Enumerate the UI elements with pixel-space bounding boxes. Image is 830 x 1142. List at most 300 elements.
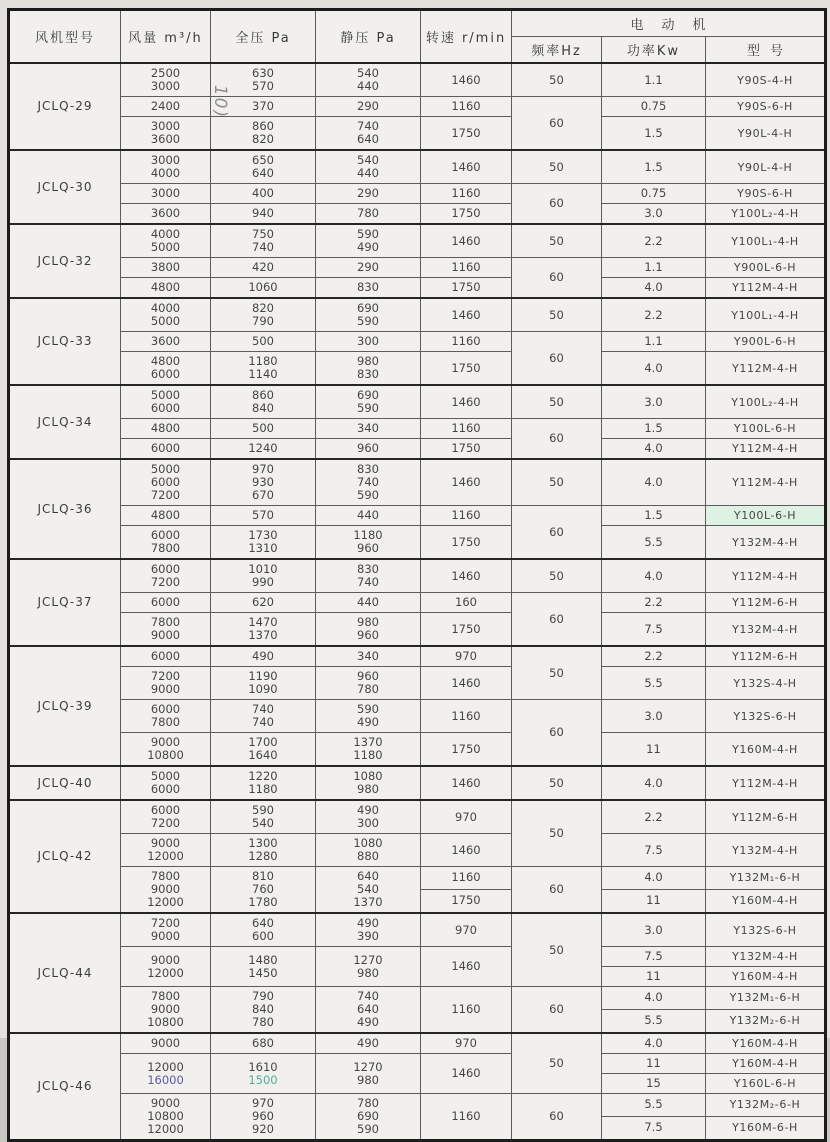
static-pressure-cell bbox=[316, 117, 421, 151]
speed-cell: 1160 bbox=[421, 184, 512, 204]
static-pressure-cell-value: 1080 bbox=[353, 769, 383, 783]
air-flow-cell bbox=[121, 278, 211, 299]
table-row bbox=[9, 298, 826, 332]
static-pressure-cell-value: 440 bbox=[357, 508, 379, 522]
table-row bbox=[9, 385, 826, 419]
speed-cell: 1750 bbox=[421, 889, 512, 913]
speed-cell: 1160 bbox=[421, 867, 512, 890]
total-pressure-cell-value: 1180 bbox=[248, 782, 278, 796]
power-cell: 1.5 bbox=[602, 506, 706, 526]
table-row bbox=[9, 97, 826, 117]
header-power: 功率Kw bbox=[602, 37, 706, 64]
motor-model-cell: Y90L-4-H bbox=[706, 150, 826, 184]
total-pressure-cell-value: 760 bbox=[252, 882, 274, 896]
motor-model-cell: Y160M-4-H bbox=[706, 889, 826, 913]
total-pressure-cell-value: 1470 bbox=[248, 615, 278, 629]
total-pressure-cell bbox=[211, 593, 316, 613]
total-pressure-cell-value: 1240 bbox=[248, 441, 278, 455]
power-cell: 4.0 bbox=[602, 459, 706, 506]
speed-cell: 1160 bbox=[421, 97, 512, 117]
motor-model-cell: Y100L₂-4-H bbox=[706, 204, 826, 225]
header-speed: 转速 r/min bbox=[421, 10, 512, 64]
static-pressure-cell-value: 980 bbox=[357, 782, 379, 796]
total-pressure-cell-value: 570 bbox=[252, 508, 274, 522]
air-flow-cell-value: 12000 bbox=[147, 1122, 184, 1136]
air-flow-cell-value: 5000 bbox=[150, 462, 181, 476]
static-pressure-cell bbox=[316, 834, 421, 867]
total-pressure-cell bbox=[211, 385, 316, 419]
total-pressure-cell-value: 540 bbox=[252, 816, 274, 830]
static-pressure-cell-value: 640 bbox=[357, 869, 379, 883]
air-flow-cell-value: 12000 bbox=[147, 895, 184, 909]
air-flow-cell bbox=[121, 800, 211, 834]
total-pressure-cell-value: 960 bbox=[252, 1109, 274, 1123]
speed-cell: 160 bbox=[421, 593, 512, 613]
fan-model-cell: JCLQ-40 bbox=[9, 766, 121, 800]
motor-model-cell: Y100L₂-4-H bbox=[706, 385, 826, 419]
table-row bbox=[9, 459, 826, 506]
air-flow-cell-value: 4000 bbox=[150, 227, 181, 241]
air-flow-cell bbox=[121, 184, 211, 204]
motor-model-cell: Y112M-4-H bbox=[706, 766, 826, 800]
frequency-cell: 50 bbox=[512, 385, 602, 419]
air-flow-cell bbox=[121, 766, 211, 800]
speed-cell: 1460 bbox=[421, 947, 512, 987]
table-row bbox=[9, 667, 826, 700]
air-flow-cell-value: 3000 bbox=[150, 119, 181, 133]
air-flow-cell bbox=[121, 224, 211, 258]
header-air-flow: 风量 m³/h bbox=[121, 10, 211, 64]
static-pressure-cell bbox=[316, 867, 421, 914]
air-flow-cell bbox=[121, 385, 211, 419]
power-cell: 4.0 bbox=[602, 439, 706, 460]
power-cell: 4.0 bbox=[602, 766, 706, 800]
frequency-cell: 60 bbox=[512, 506, 602, 560]
frequency-cell: 50 bbox=[512, 224, 602, 258]
air-flow-cell-value: 9000 bbox=[150, 882, 181, 896]
air-flow-cell-value: 16000 bbox=[147, 1072, 184, 1087]
speed-cell: 1160 bbox=[421, 987, 512, 1034]
static-pressure-cell-value: 740 bbox=[357, 989, 379, 1003]
air-flow-cell bbox=[121, 1054, 211, 1094]
static-pressure-cell bbox=[316, 506, 421, 526]
static-pressure-cell-value: 690 bbox=[357, 388, 379, 402]
speed-cell: 1750 bbox=[421, 278, 512, 299]
power-cell: 1.1 bbox=[602, 63, 706, 97]
air-flow-cell bbox=[121, 419, 211, 439]
air-flow-cell-value: 7200 bbox=[150, 488, 181, 502]
static-pressure-cell-value: 1080 bbox=[353, 836, 383, 850]
power-cell: 4.0 bbox=[602, 278, 706, 299]
fan-model-cell: JCLQ-32 bbox=[9, 224, 121, 298]
static-pressure-cell-value: 490 bbox=[357, 803, 379, 817]
frequency-cell: 60 bbox=[512, 593, 602, 647]
total-pressure-cell bbox=[211, 834, 316, 867]
static-pressure-cell-value: 540 bbox=[357, 66, 379, 80]
total-pressure-cell-value: 920 bbox=[252, 1122, 274, 1136]
air-flow-cell-value: 6000 bbox=[150, 803, 181, 817]
static-pressure-cell-value: 830 bbox=[357, 562, 379, 576]
air-flow-cell-value: 12000 bbox=[147, 1059, 184, 1074]
total-pressure-cell-value: 490 bbox=[252, 649, 274, 663]
speed-cell: 1460 bbox=[421, 834, 512, 867]
static-pressure-cell bbox=[316, 1094, 421, 1141]
header-motor: 电动机 bbox=[512, 10, 826, 37]
air-flow-cell-value: 7800 bbox=[150, 869, 181, 883]
static-pressure-cell-value: 590 bbox=[357, 227, 379, 241]
static-pressure-cell-value: 960 bbox=[357, 541, 379, 555]
total-pressure-cell-value: 820 bbox=[252, 301, 274, 315]
air-flow-cell-value: 3800 bbox=[150, 260, 181, 274]
total-pressure-cell bbox=[211, 1054, 316, 1094]
total-pressure-cell bbox=[211, 278, 316, 299]
motor-model-cell: Y100L₁-4-H bbox=[706, 224, 826, 258]
motor-model-cell: Y900L-6-H bbox=[706, 332, 826, 352]
air-flow-cell-value: 2500 bbox=[150, 66, 181, 80]
fan-model-cell: JCLQ-42 bbox=[9, 800, 121, 913]
total-pressure-cell-value: 1140 bbox=[248, 367, 278, 381]
motor-model-cell: Y160M-6-H bbox=[706, 1116, 826, 1140]
frequency-cell: 50 bbox=[512, 646, 602, 700]
speed-cell: 970 bbox=[421, 800, 512, 834]
air-flow-cell bbox=[121, 700, 211, 733]
static-pressure-cell bbox=[316, 278, 421, 299]
total-pressure-cell-value: 780 bbox=[252, 1015, 274, 1029]
table-row bbox=[9, 419, 826, 439]
total-pressure-cell-value: 500 bbox=[252, 421, 274, 435]
motor-model-cell: Y900L-6-H bbox=[706, 258, 826, 278]
speed-cell: 1750 bbox=[421, 204, 512, 225]
power-cell: 4.0 bbox=[602, 1033, 706, 1054]
total-pressure-cell-value: 1730 bbox=[248, 528, 278, 542]
table-row bbox=[9, 439, 826, 460]
speed-cell: 1460 bbox=[421, 298, 512, 332]
table-row bbox=[9, 913, 826, 947]
air-flow-cell-value: 9000 bbox=[150, 682, 181, 696]
power-cell: 0.75 bbox=[602, 97, 706, 117]
static-pressure-cell-value: 780 bbox=[357, 206, 379, 220]
speed-cell: 1160 bbox=[421, 419, 512, 439]
air-flow-cell-value: 10800 bbox=[147, 748, 184, 762]
air-flow-cell-value: 6000 bbox=[150, 475, 181, 489]
total-pressure-cell-value: 500 bbox=[252, 334, 274, 348]
total-pressure-cell-value: 970 bbox=[252, 1096, 274, 1110]
total-pressure-cell-value: 940 bbox=[252, 206, 274, 220]
static-pressure-cell-value: 590 bbox=[357, 401, 379, 415]
fan-model-cell: JCLQ-46 bbox=[9, 1033, 121, 1141]
frequency-cell: 50 bbox=[512, 559, 602, 593]
motor-model-cell: Y160M-4-H bbox=[706, 1033, 826, 1054]
static-pressure-cell bbox=[316, 987, 421, 1034]
air-flow-cell bbox=[121, 97, 211, 117]
air-flow-cell bbox=[121, 834, 211, 867]
total-pressure-cell-value: 930 bbox=[252, 475, 274, 489]
static-pressure-cell-value: 490 bbox=[357, 1036, 379, 1050]
power-cell: 3.0 bbox=[602, 700, 706, 733]
air-flow-cell bbox=[121, 913, 211, 947]
static-pressure-cell bbox=[316, 1054, 421, 1094]
static-pressure-cell bbox=[316, 1033, 421, 1054]
static-pressure-cell bbox=[316, 352, 421, 386]
air-flow-cell bbox=[121, 298, 211, 332]
air-flow-cell-value: 3000 bbox=[150, 79, 181, 93]
speed-cell: 1750 bbox=[421, 117, 512, 151]
table-body bbox=[9, 63, 826, 1141]
air-flow-cell-value: 10800 bbox=[147, 1109, 184, 1123]
table-row bbox=[9, 204, 826, 225]
total-pressure-cell-value: 860 bbox=[252, 388, 274, 402]
motor-model-cell: Y132S-6-H bbox=[706, 913, 826, 947]
frequency-cell: 60 bbox=[512, 987, 602, 1034]
table-row bbox=[9, 867, 826, 890]
static-pressure-cell bbox=[316, 913, 421, 947]
frequency-cell: 60 bbox=[512, 1094, 602, 1141]
frequency-cell: 50 bbox=[512, 459, 602, 506]
total-pressure-cell-value: 1310 bbox=[248, 541, 278, 555]
fan-spec-table bbox=[7, 8, 827, 1142]
air-flow-cell-value: 7200 bbox=[150, 669, 181, 683]
static-pressure-cell-value: 290 bbox=[357, 186, 379, 200]
frequency-cell: 50 bbox=[512, 63, 602, 97]
motor-model-cell: Y90S-6-H bbox=[706, 97, 826, 117]
total-pressure-cell bbox=[211, 733, 316, 767]
air-flow-cell bbox=[121, 63, 211, 97]
table-row bbox=[9, 224, 826, 258]
static-pressure-cell-value: 340 bbox=[357, 649, 379, 663]
static-pressure-cell-value: 690 bbox=[357, 301, 379, 315]
handwritten-mark: 10) bbox=[210, 84, 231, 120]
total-pressure-cell-value: 1610 bbox=[248, 1059, 278, 1074]
table-row bbox=[9, 834, 826, 867]
air-flow-cell-value: 6000 bbox=[150, 401, 181, 415]
speed-cell: 1460 bbox=[421, 150, 512, 184]
static-pressure-cell-value: 540 bbox=[357, 882, 379, 896]
static-pressure-cell-value: 980 bbox=[357, 1072, 379, 1087]
air-flow-cell-value: 2400 bbox=[150, 99, 181, 113]
total-pressure-cell-value: 1700 bbox=[248, 735, 278, 749]
power-cell: 7.5 bbox=[602, 834, 706, 867]
static-pressure-cell bbox=[316, 559, 421, 593]
frequency-cell: 50 bbox=[512, 800, 602, 867]
static-pressure-cell bbox=[316, 184, 421, 204]
motor-model-cell: Y160M-4-H bbox=[706, 733, 826, 767]
total-pressure-cell-value: 640 bbox=[252, 166, 274, 180]
total-pressure-cell-value: 1370 bbox=[248, 628, 278, 642]
static-pressure-cell bbox=[316, 419, 421, 439]
air-flow-cell-value: 7200 bbox=[150, 575, 181, 589]
table-row bbox=[9, 63, 826, 97]
air-flow-cell-value: 6000 bbox=[150, 702, 181, 716]
speed-cell: 1460 bbox=[421, 459, 512, 506]
frequency-cell: 60 bbox=[512, 332, 602, 386]
total-pressure-cell-value: 1180 bbox=[248, 354, 278, 368]
table-row bbox=[9, 987, 826, 1010]
static-pressure-cell bbox=[316, 613, 421, 647]
static-pressure-cell bbox=[316, 63, 421, 97]
speed-cell: 970 bbox=[421, 913, 512, 947]
total-pressure-cell-value: 680 bbox=[252, 1036, 274, 1050]
power-cell: 2.2 bbox=[602, 298, 706, 332]
motor-model-cell: Y132M₁-6-H bbox=[706, 987, 826, 1010]
air-flow-cell-value: 9000 bbox=[150, 1036, 181, 1050]
speed-cell: 1460 bbox=[421, 224, 512, 258]
air-flow-cell-value: 5000 bbox=[150, 388, 181, 402]
total-pressure-cell bbox=[211, 63, 316, 97]
static-pressure-cell-value: 590 bbox=[357, 702, 379, 716]
static-pressure-cell-value: 590 bbox=[357, 314, 379, 328]
table-row bbox=[9, 766, 826, 800]
total-pressure-cell bbox=[211, 766, 316, 800]
total-pressure-cell-value: 860 bbox=[252, 119, 274, 133]
speed-cell: 1460 bbox=[421, 1054, 512, 1094]
frequency-cell: 60 bbox=[512, 700, 602, 767]
speed-cell: 1750 bbox=[421, 613, 512, 647]
speed-cell: 1460 bbox=[421, 559, 512, 593]
fan-model-cell: JCLQ-39 bbox=[9, 646, 121, 766]
air-flow-cell-value: 4800 bbox=[150, 508, 181, 522]
total-pressure-cell-value: 1060 bbox=[248, 280, 278, 294]
motor-model-cell: Y132M-4-H bbox=[706, 613, 826, 647]
power-cell: 1.5 bbox=[602, 150, 706, 184]
fan-model-cell: JCLQ-29 bbox=[9, 63, 121, 150]
fan-model-cell: JCLQ-44 bbox=[9, 913, 121, 1033]
frequency-cell: 60 bbox=[512, 184, 602, 225]
speed-cell: 1160 bbox=[421, 258, 512, 278]
motor-model-cell: Y160M-4-H bbox=[706, 967, 826, 987]
air-flow-cell bbox=[121, 150, 211, 184]
table-row bbox=[9, 506, 826, 526]
total-pressure-cell bbox=[211, 559, 316, 593]
total-pressure-cell-value: 640 bbox=[252, 916, 274, 930]
total-pressure-cell-value: 650 bbox=[252, 153, 274, 167]
power-cell: 0.75 bbox=[602, 184, 706, 204]
total-pressure-cell bbox=[211, 700, 316, 733]
fan-model-cell: JCLQ-37 bbox=[9, 559, 121, 646]
table-row bbox=[9, 800, 826, 834]
air-flow-cell-value: 4800 bbox=[150, 421, 181, 435]
total-pressure-cell bbox=[211, 947, 316, 987]
motor-model-cell: Y132M₁-6-H bbox=[706, 867, 826, 890]
total-pressure-cell bbox=[211, 867, 316, 914]
power-cell: 15 bbox=[602, 1074, 706, 1094]
total-pressure-cell-value: 400 bbox=[252, 186, 274, 200]
power-cell: 1.1 bbox=[602, 332, 706, 352]
power-cell: 3.0 bbox=[602, 913, 706, 947]
air-flow-cell bbox=[121, 733, 211, 767]
static-pressure-cell bbox=[316, 332, 421, 352]
total-pressure-cell-value: 1500 bbox=[248, 1072, 278, 1087]
static-pressure-cell-value: 690 bbox=[357, 1109, 379, 1123]
static-pressure-cell bbox=[316, 150, 421, 184]
static-pressure-cell-value: 830 bbox=[357, 462, 379, 476]
table-row bbox=[9, 733, 826, 767]
total-pressure-cell bbox=[211, 506, 316, 526]
speed-cell: 1160 bbox=[421, 700, 512, 733]
speed-cell: 1160 bbox=[421, 506, 512, 526]
motor-model-cell: Y160L-6-H bbox=[706, 1074, 826, 1094]
air-flow-cell bbox=[121, 459, 211, 506]
static-pressure-cell-value: 780 bbox=[357, 682, 379, 696]
air-flow-cell bbox=[121, 867, 211, 914]
static-pressure-cell-value: 960 bbox=[357, 669, 379, 683]
header-total-pressure: 全压 Pa bbox=[211, 10, 316, 64]
air-flow-cell-value: 9000 bbox=[150, 929, 181, 943]
total-pressure-cell-value: 1220 bbox=[248, 769, 278, 783]
static-pressure-cell-value: 340 bbox=[357, 421, 379, 435]
total-pressure-cell-value: 970 bbox=[252, 462, 274, 476]
static-pressure-cell-value: 960 bbox=[357, 628, 379, 642]
header-frequency: 频率Hz bbox=[512, 37, 602, 64]
static-pressure-cell-value: 590 bbox=[357, 1122, 379, 1136]
total-pressure-cell-value: 750 bbox=[252, 227, 274, 241]
static-pressure-cell-value: 960 bbox=[357, 441, 379, 455]
static-pressure-cell-value: 740 bbox=[357, 119, 379, 133]
static-pressure-cell-value: 490 bbox=[357, 1015, 379, 1029]
air-flow-cell bbox=[121, 332, 211, 352]
total-pressure-cell bbox=[211, 646, 316, 667]
static-pressure-cell-value: 300 bbox=[357, 816, 379, 830]
total-pressure-cell-value: 1480 bbox=[248, 952, 278, 967]
motor-model-cell: Y132M-4-H bbox=[706, 947, 826, 967]
total-pressure-cell bbox=[211, 184, 316, 204]
air-flow-cell bbox=[121, 987, 211, 1034]
air-flow-cell bbox=[121, 613, 211, 647]
speed-cell: 1460 bbox=[421, 385, 512, 419]
power-cell: 2.2 bbox=[602, 593, 706, 613]
power-cell: 5.5 bbox=[602, 667, 706, 700]
motor-model-cell: Y90L-4-H bbox=[706, 117, 826, 151]
motor-model-cell: Y132M-4-H bbox=[706, 834, 826, 867]
air-flow-cell-value: 9000 bbox=[150, 735, 181, 749]
air-flow-cell-value: 3600 bbox=[150, 206, 181, 220]
total-pressure-cell bbox=[211, 298, 316, 332]
static-pressure-cell-value: 830 bbox=[357, 280, 379, 294]
air-flow-cell-value: 5000 bbox=[150, 314, 181, 328]
speed-cell: 1750 bbox=[421, 733, 512, 767]
total-pressure-cell bbox=[211, 204, 316, 225]
air-flow-cell bbox=[121, 352, 211, 386]
air-flow-cell bbox=[121, 1094, 211, 1141]
air-flow-cell-value: 3000 bbox=[150, 186, 181, 200]
air-flow-cell-value: 7800 bbox=[150, 715, 181, 729]
air-flow-cell bbox=[121, 439, 211, 460]
table-row bbox=[9, 526, 826, 560]
total-pressure-cell-value: 420 bbox=[252, 260, 274, 274]
table-row bbox=[9, 1054, 826, 1074]
frequency-cell: 50 bbox=[512, 150, 602, 184]
static-pressure-cell bbox=[316, 593, 421, 613]
static-pressure-cell bbox=[316, 766, 421, 800]
speed-cell: 1460 bbox=[421, 63, 512, 97]
total-pressure-cell bbox=[211, 258, 316, 278]
air-flow-cell-value: 4800 bbox=[150, 280, 181, 294]
total-pressure-cell-value: 1280 bbox=[248, 849, 278, 863]
motor-model-cell: Y112M-4-H bbox=[706, 559, 826, 593]
table-row bbox=[9, 646, 826, 667]
air-flow-cell-value: 9000 bbox=[150, 836, 181, 850]
total-pressure-cell-value: 740 bbox=[252, 240, 274, 254]
fan-model-cell: JCLQ-34 bbox=[9, 385, 121, 459]
air-flow-cell-value: 5000 bbox=[150, 769, 181, 783]
static-pressure-cell-value: 540 bbox=[357, 153, 379, 167]
motor-model-cell: Y112M-4-H bbox=[706, 439, 826, 460]
speed-cell: 970 bbox=[421, 646, 512, 667]
speed-cell: 970 bbox=[421, 1033, 512, 1054]
power-cell: 3.0 bbox=[602, 204, 706, 225]
air-flow-cell-value: 6000 bbox=[150, 562, 181, 576]
total-pressure-cell-value: 810 bbox=[252, 869, 274, 883]
air-flow-cell-value: 6000 bbox=[150, 782, 181, 796]
